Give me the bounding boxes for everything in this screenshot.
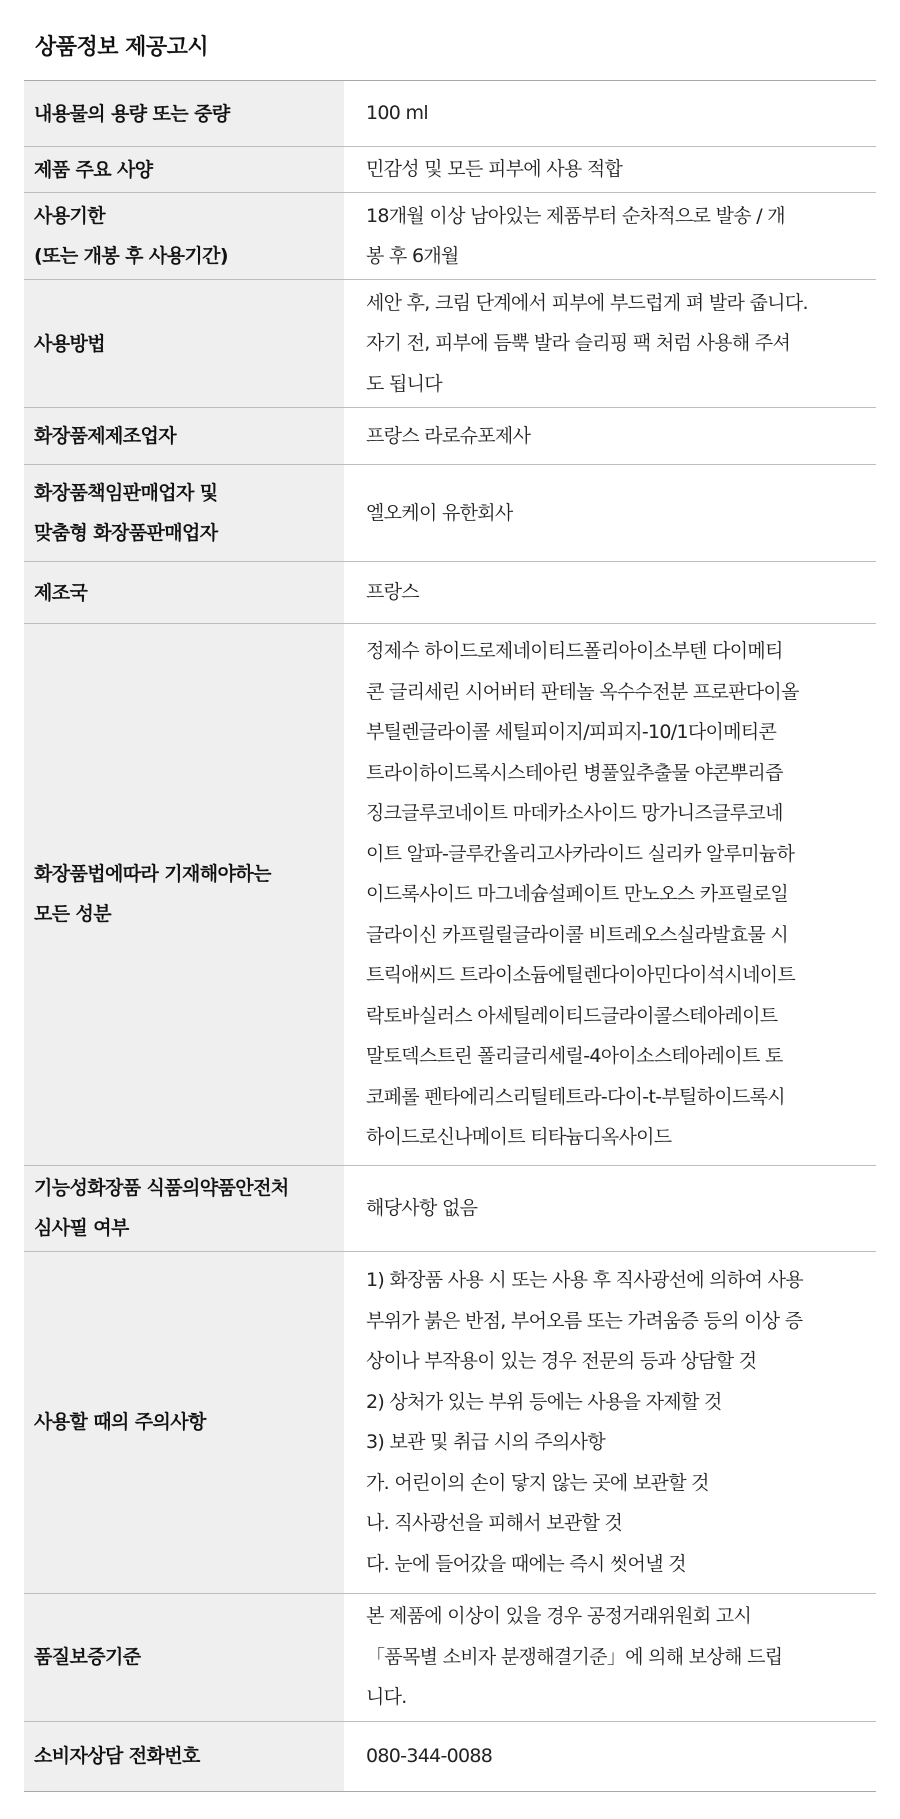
table-row	[24, 81, 876, 147]
table-row	[24, 280, 876, 408]
table-row	[24, 193, 876, 280]
row-label: 품질보증기준	[24, 1593, 344, 1721]
row-label: 화장품책임판매업자 및 맞춤형 화장품판매업자	[24, 465, 344, 562]
table-row	[24, 1165, 876, 1251]
row-value: 세안 후, 크림 단계에서 피부에 부드럽게 펴 발라 줍니다. 자기 전, 피부에 듬뿍 발라 슬리핑 팩 처럼 사용해 주셔 도 됩니다	[344, 280, 876, 408]
row-value: 080-344-0088	[344, 1721, 876, 1791]
row-label: 소비자상담 전화번호	[24, 1721, 344, 1791]
row-value: 정제수 하이드로제네이티드폴리아이소부텐 다이메티 콘 글리세린 시어버터 판테놀 옥수수전분 프로판다이올 부틸렌글라이콜 세틸피이지/피피지-10/1다이메티콘 트라이하이드록시스테아린 병풀잎추출물 야콘뿌리즙 징크글루코네이트 마데카소사이드 망가니즈글루코네 이트 알파-글루칸올리고사카라이드 실리카 알루미늄하 이드록사이드 마그네슘설페이트 만노오스 카프릴로일 글라이신 카프릴릴글라이콜 비트레오스실라발효물 시 트릭애씨드 트라이소듐에틸렌다이아민다이석시네이트 락토바실러스 아세틸레이티드글라이콜스테아레이트 말토덱스트린 폴리글리세릴-4아이소스테아레이트 토 코페롤 펜타에리스리틸테트라-다이-t-부틸하이드록시 하이드로신나메이트 티타늄디옥사이드	[344, 624, 876, 1166]
table-row	[24, 147, 876, 193]
table-row	[24, 465, 876, 562]
row-value: 본 제품에 이상이 있을 경우 공정거래위원회 고시 「품목별 소비자 분쟁해결기준」에 의해 보상해 드립 니다.	[344, 1593, 876, 1721]
table-row	[24, 1721, 876, 1791]
table-row	[24, 408, 876, 465]
table-row	[24, 1593, 876, 1721]
row-label: 기능성화장품 식품의약품안전처 심사필 여부	[24, 1165, 344, 1251]
row-label: 화장품법에따라 기재해야하는 모든 성분	[24, 624, 344, 1166]
table-row	[24, 624, 876, 1166]
row-value: 18개월 이상 남아있는 제품부터 순차적으로 발송 / 개 봉 후 6개월	[344, 193, 876, 280]
row-label: 사용기한 (또는 개봉 후 사용기간)	[24, 193, 344, 280]
row-value: 1) 화장품 사용 시 또는 사용 후 직사광선에 의하여 사용 부위가 붉은 반점, 부어오름 또는 가려움증 등의 이상 증 상이나 부작용이 있는 경우 전문의 등과 상담할 것 2) 상처가 있는 부위 등에는 사용을 자제할 것 3) 보관 및 취급 시의 주의사항 가. 어린이의 손이 닿지 않는 곳에 보관할 것 나. 직사광선을 피해서 보관할 것 다. 눈에 들어갔을 때에는 즉시 씻어낼 것	[344, 1251, 876, 1593]
product-info-table	[24, 80, 876, 1792]
row-value: 100 ml	[344, 81, 876, 147]
table-row	[24, 1251, 876, 1593]
row-value: 엘오케이 유한회사	[344, 465, 876, 562]
row-value: 프랑스	[344, 562, 876, 624]
row-value: 민감성 및 모든 피부에 사용 적합	[344, 147, 876, 193]
page-title: 상품정보 제공고시	[35, 35, 209, 60]
row-value: 해당사항 없음	[344, 1165, 876, 1251]
row-label: 제품 주요 사양	[24, 147, 344, 193]
row-value: 프랑스 라로슈포제사	[344, 408, 876, 465]
row-label: 사용할 때의 주의사항	[24, 1251, 344, 1593]
row-label: 사용방법	[24, 280, 344, 408]
row-label: 내용물의 용량 또는 중량	[24, 81, 344, 147]
row-label: 화장품제제조업자	[24, 408, 344, 465]
row-label: 제조국	[24, 562, 344, 624]
table-row	[24, 562, 876, 624]
